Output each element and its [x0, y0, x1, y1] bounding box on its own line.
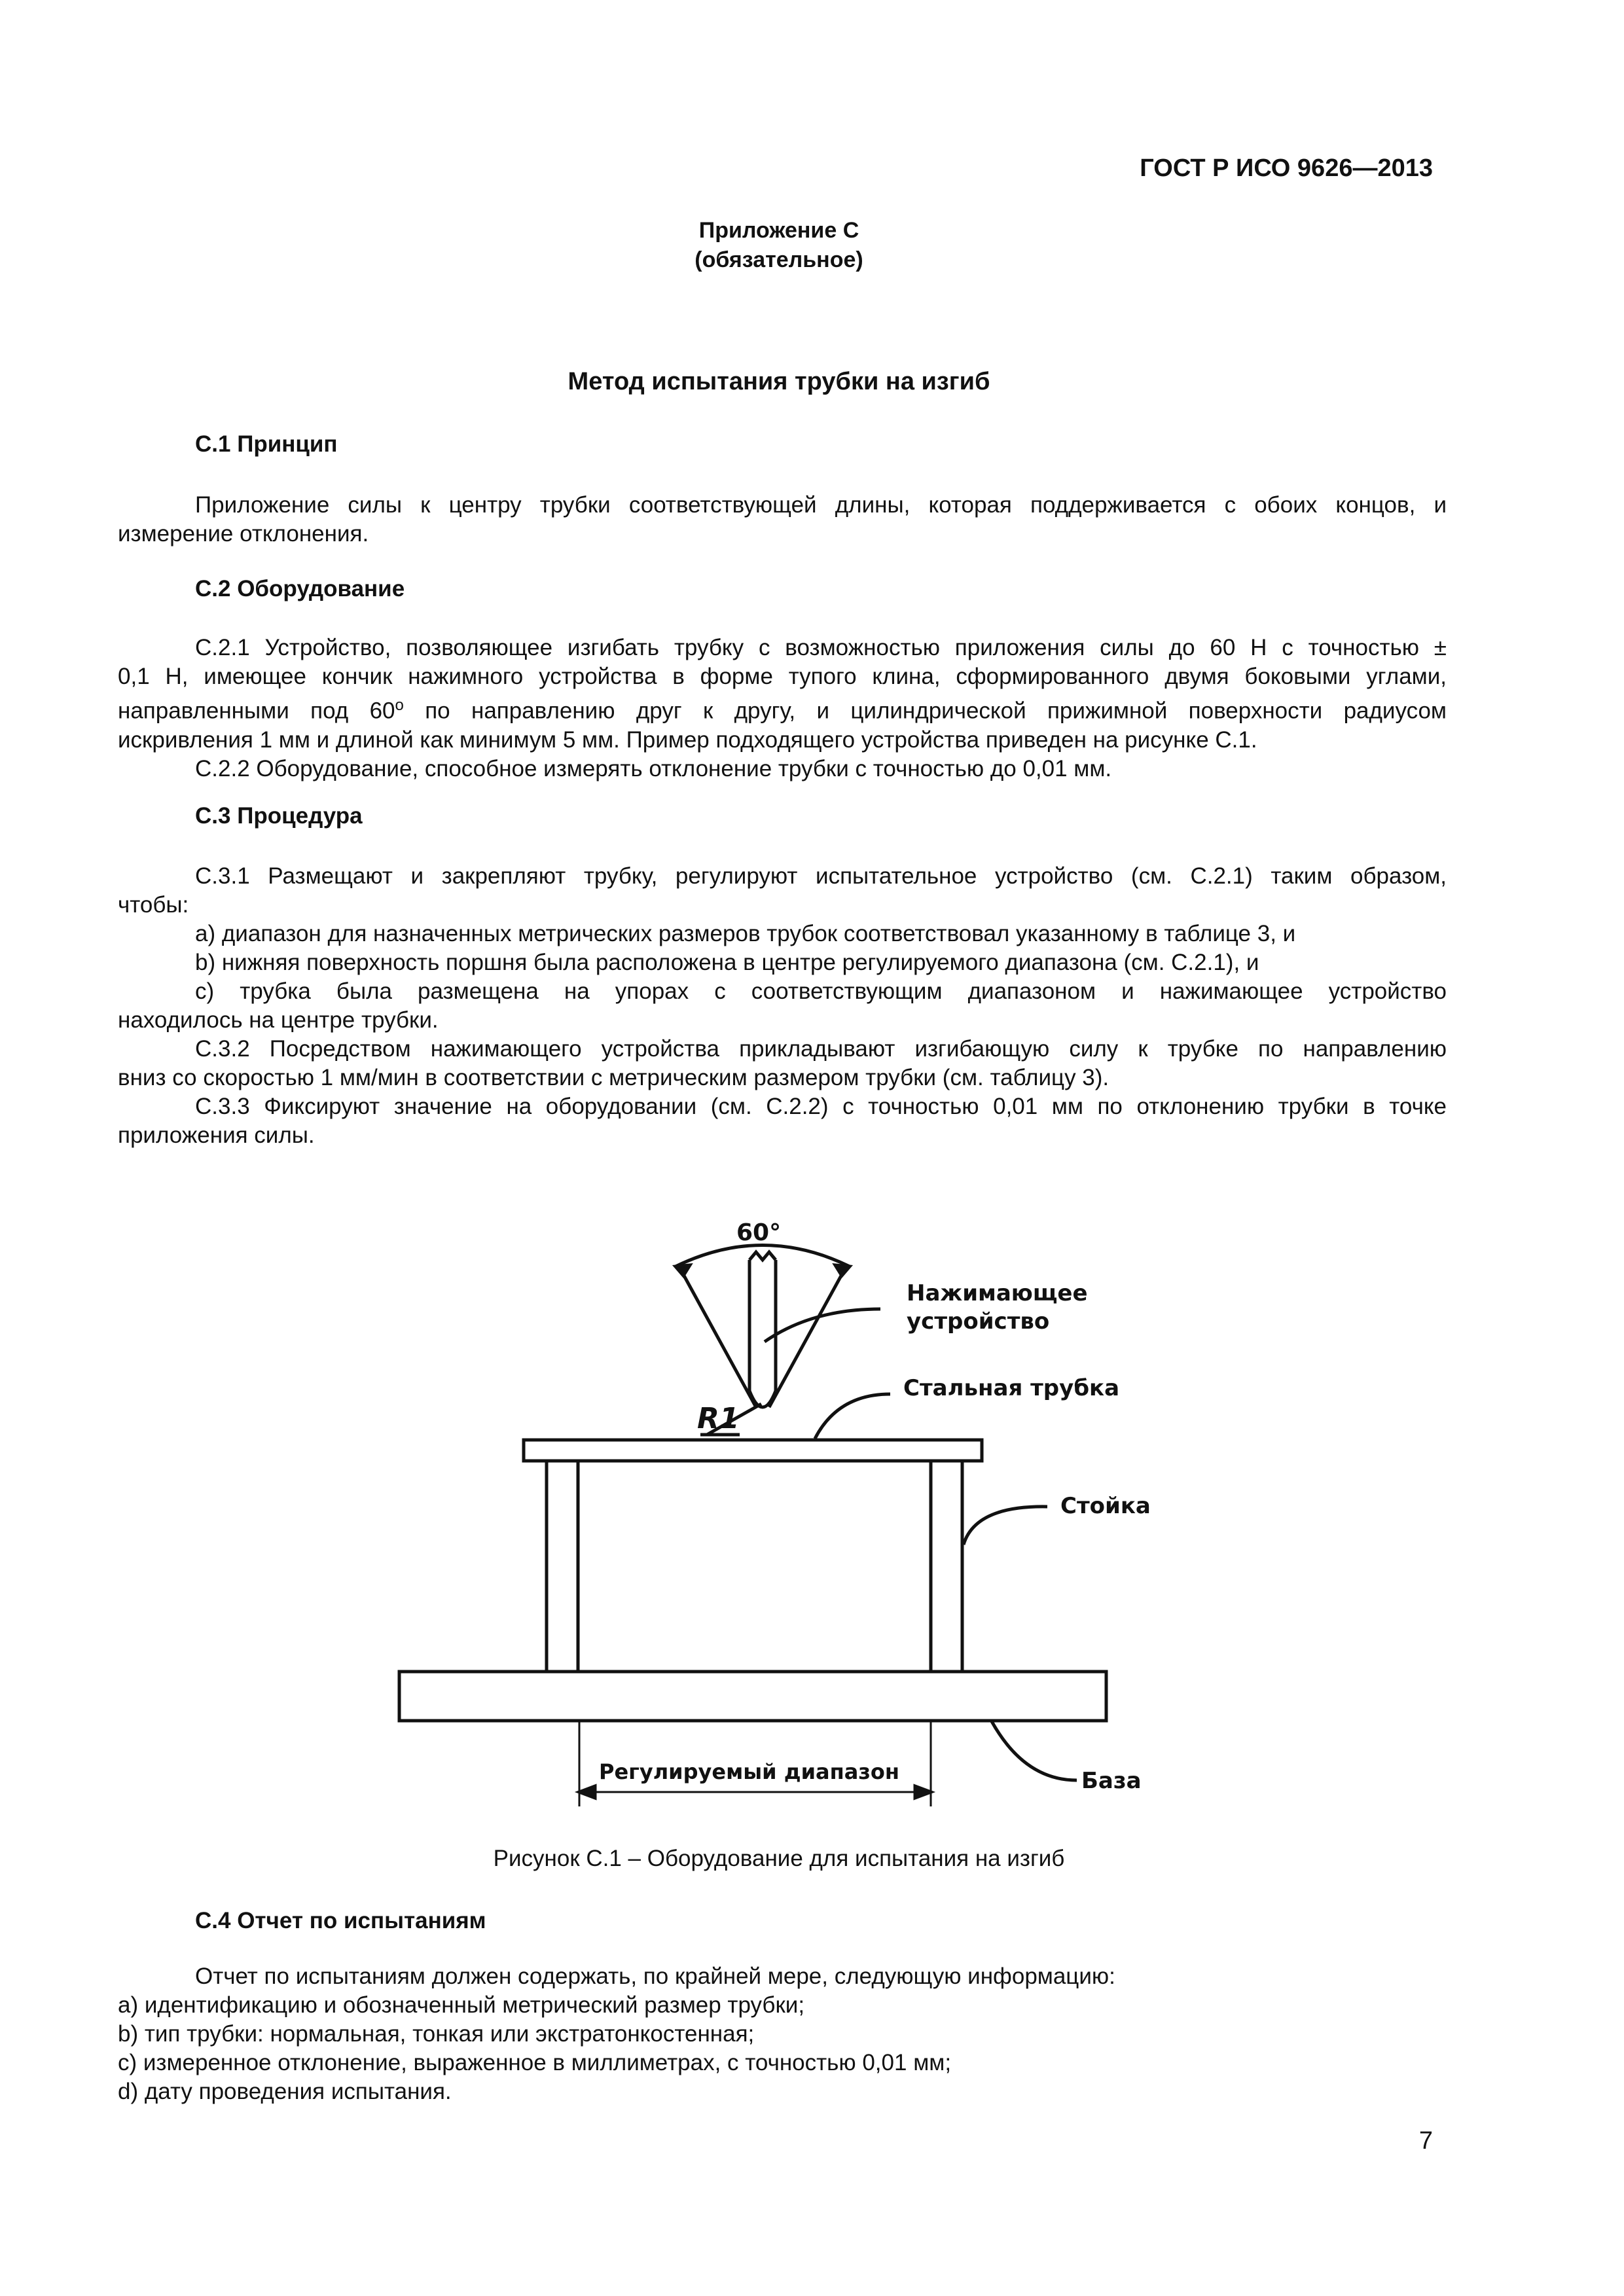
c2-p1-line3b: по направлению друг к другу, и цилиндрической прижимной поверхности радиусом: [403, 698, 1447, 724]
label-post: Стойка: [1060, 1493, 1151, 1519]
post-left: [547, 1461, 578, 1672]
c3-p2-line1: С.3.2 Посредством нажимающего устройства прикладывают изгибающую силу к трубке по направлению: [195, 1036, 1447, 1062]
paragraph-c1: [118, 491, 1447, 548]
page-number: 7: [1418, 2127, 1433, 2155]
annex-type: (обязательное): [695, 247, 863, 272]
label-press-line1: Нажимающее: [907, 1280, 1088, 1306]
c4-item-c: c) измеренное отклонение, выраженное в миллиметрах, с точностью 0,01 мм;: [118, 2050, 952, 2075]
c3-p1-line2: чтобы:: [118, 892, 189, 918]
leader-tube: [815, 1394, 890, 1439]
degree-sup: о: [395, 696, 404, 714]
label-press-line2: устройство: [907, 1308, 1050, 1335]
plunger-break: [749, 1252, 776, 1260]
c4-intro: Отчет по испытаниям должен содержать, по крайней мере, следующую информацию:: [195, 1964, 1115, 1989]
dim-arrow-right: [915, 1786, 931, 1798]
post-right: [931, 1461, 962, 1672]
heading-c4: С.4 Отчет по испытаниям: [195, 1908, 486, 1933]
label-base: База: [1081, 1768, 1142, 1794]
c2-p1-line3a: направленными под 60: [118, 698, 395, 724]
label-range: Регулируемый диапазон: [599, 1759, 899, 1784]
figure-caption: Рисунок С.1 – Оборудование для испытания на изгиб: [493, 1846, 1065, 1871]
label-tube: Стальная трубка: [903, 1375, 1120, 1401]
c1-line1: Приложение силы к центру трубки соответствующей длины, которая поддерживается с обоих концов, и: [195, 492, 1447, 518]
paragraph-c2: [118, 634, 1447, 783]
c3-item-b: b) нижняя поверхность поршня была расположена в центре регулируемого диапазона (см. С.2.1), и: [195, 950, 1259, 975]
c4-item-b: b) тип трубки: нормальная, тонкая или экстратонкостенная;: [118, 2021, 755, 2047]
heading-c3: С.3 Процедура: [195, 803, 363, 829]
wedge-side-left: [681, 1270, 756, 1407]
c3-item-a: a) диапазон для назначенных метрических размеров трубок соответствовал указанному в таблице 3, и: [195, 921, 1296, 946]
base-plate: [399, 1672, 1106, 1721]
c3-p3-line2: приложения силы.: [118, 1122, 315, 1148]
paragraph-c4: [118, 1962, 1447, 2106]
c4-item-d: d) дату проведения испытания.: [118, 2079, 452, 2104]
radius-label: R1: [697, 1402, 740, 1435]
leader-press: [765, 1309, 880, 1342]
heading-c2: С.2 Оборудование: [195, 576, 405, 601]
c3-p1-line1: С.3.1 Размещают и закрепляют трубку, регулируют испытательное устройство (см. С.2.1) таким образом,: [195, 863, 1447, 889]
c3-p3-line1: С.3.3 Фиксируют значение на оборудовании (см. С.2.2) с точностью 0,01 мм по отклонению трубки в точке: [195, 1094, 1447, 1119]
heading-c1: С.1 Принцип: [195, 431, 338, 457]
c2-p1-line4: искривления 1 мм и длиной как минимум 5 мм. Пример подходящего устройства приведен на рисунке С.1.: [118, 726, 1257, 753]
angle-arc: [676, 1246, 850, 1267]
c4-item-a: a) идентификацию и обозначенный метрический размер трубки;: [118, 1992, 805, 2018]
angle-label: 60°: [736, 1219, 782, 1246]
wedge-side-right: [769, 1270, 844, 1407]
c2-p1-line3: [118, 691, 1447, 726]
leader-base: [992, 1721, 1077, 1780]
dim-arrow-left: [579, 1786, 595, 1798]
c3-p2-line2: вниз со скоростью 1 мм/мин в соответствии с метрическим размером трубки (см. таблицу 3).: [118, 1065, 1110, 1090]
main-title: Метод испытания трубки на изгиб: [568, 368, 990, 395]
annex-title: Приложение С: [698, 218, 859, 243]
c2-p1-line1: С.2.1 Устройство, позволяющее изгибать трубку с возможностью приложения силы до 60 Н с точностью ±: [195, 635, 1447, 660]
c2-p1-line2: 0,1 Н, имеющее кончик нажимного устройства в форме тупого клина, сформированного двумя боковыми углами,: [118, 664, 1447, 689]
c3-item-c-line1: c) трубка была размещена на упорах с соответствующим диапазоном и нажимающее устройство: [195, 978, 1447, 1004]
standard-designation: ГОСТ Р ИСО 9626—2013: [1140, 154, 1433, 182]
steel-tube: [524, 1440, 982, 1461]
c3-item-c-line2: находилось на центре трубки.: [118, 1007, 439, 1033]
paragraph-c3: [118, 862, 1447, 1150]
c2-p2: С.2.2 Оборудование, способное измерять отклонение трубки с точностью до 0,01 мм.: [195, 755, 1112, 781]
figure-bending-test-apparatus: [0, 1178, 1624, 1833]
leader-post: [964, 1507, 1047, 1545]
c1-line2: измерение отклонения.: [118, 521, 369, 547]
